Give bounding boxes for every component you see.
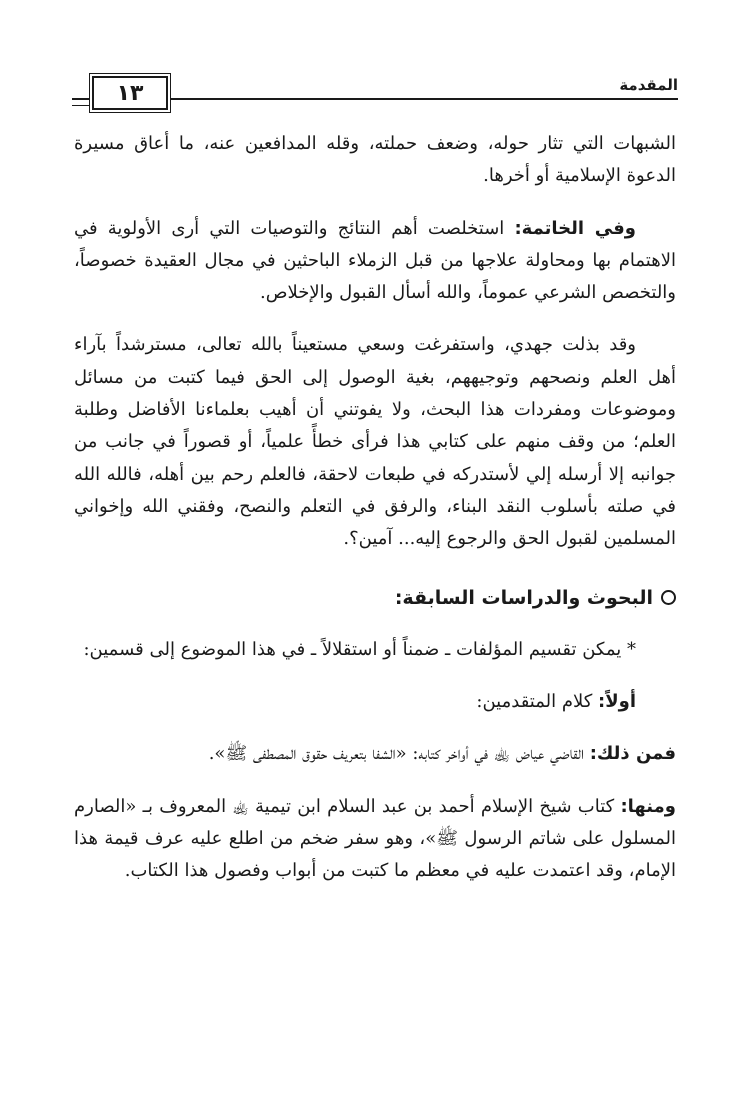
page-number: ١٣: [116, 80, 144, 106]
ibn-taymiyya-text: كتاب شيخ الإسلام أحمد بن عبد السلام ابن تيمية ﵀ المعروف بـ «الصارم المسلول على شاتم الرسول ﷺ»، وهو سفر ضخم من اطلع عليه عرف قيمة هذا الإمام، وقد اعتمدت عليه في معظم ما كتبت من أبواب وفصول هذا الكتاب.: [74, 795, 676, 882]
paragraph-effort: وقد بذلت جهدي، واستفرغت وسعي مستعيناً بالله تعالى، مسترشداً بآراء أهل العلم ونصحهم وتوجيههم، بغية الوصول إلى الحق فيما كتبت من مسائل وموضوعات ومفردات هذا البحث، ولا يفوتني أن أهيب بعلماءنا الأفاضل وطلبة العلم؛ من وقف منهم على كتابي هذا فرأى خطأً علمياً، أو قصوراً في جانب من جوانبه إلا أرسله إلي لأستدركه في طبعات لاحقة، فالعلم رحم بين أهله، فالله الله في صلته بأسلوب النقد البناء، والرفق في التعلم والنصح، وفقني الله وإخواني المسلمين لقبول الحق والرجوع إليه... آمين؟.: [74, 334, 676, 550]
conclusion-text: استخلصت أهم النتائج والتوصيات التي أرى الأولوية في الاهتمام بها ومحاولة علاجها من قبل الزملاء الباحثين في مجال العقيدة خصوصاً، والتخصص الشرعي عموماً، والله أسأل القبول والإخلاص.: [74, 217, 676, 304]
section-heading: [74, 582, 676, 614]
first-label: أولاً:: [598, 691, 636, 713]
paragraph-first: [74, 686, 676, 718]
ibn-taymiyya-label: ومنها:: [620, 795, 676, 817]
page-header: [72, 76, 678, 116]
qadi-text: القاضي عياض ﵀ في أواخر كتابه: «الشفا بتعريف حقوق المصطفى ﷺ».: [208, 743, 590, 765]
paragraph-1: الشبهات التي تثار حوله، وضعف حملته، وقله المدافعين عنه، ما أعاق مسيرة الدعوة الإسلامية أو أخرها.: [74, 133, 676, 187]
paragraph-division: * يمكن تقسيم المؤلفات ـ ضمناً أو استقلالاً ـ في هذا الموضوع إلى قسمين:: [83, 638, 636, 660]
paragraph-conclusion: [74, 213, 676, 310]
qadi-label: فمن ذلك:: [589, 743, 676, 765]
section-heading-text: البحوث والدراسات السابقة:: [394, 586, 653, 609]
circle-bullet-icon: [661, 590, 676, 605]
paragraph-qadi-iyad: [74, 738, 676, 770]
conclusion-label: وفي الخاتمة:: [514, 217, 636, 239]
running-title: المقدمة: [613, 76, 678, 94]
page-body: [74, 128, 676, 888]
paragraph-ibn-taymiyya: [74, 791, 676, 888]
first-text: كلام المتقدمين:: [476, 691, 599, 713]
page-number-box: [92, 76, 168, 110]
